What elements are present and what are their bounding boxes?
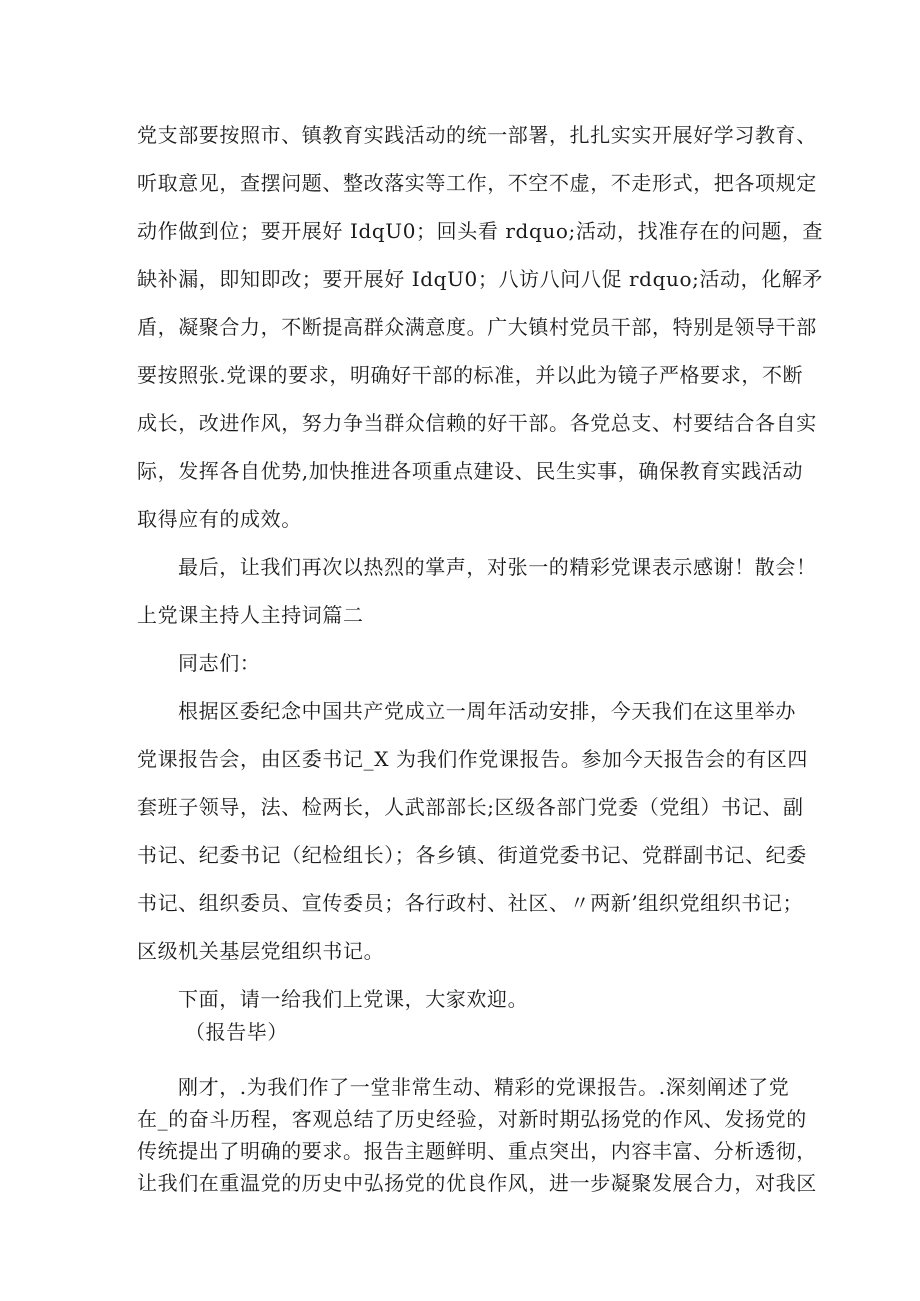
paragraph-line: 刚才，.为我们作了一堂非常生动、精彩的党课报告。.深刻阐述了党 (178, 1075, 790, 1099)
paragraph-line: 际，发挥各自优势,加快推进各项重点建设、民生实事，确保教育实践活动 (137, 459, 804, 483)
paragraph-line: 传统提出了明确的要求。报告主题鲜明、重点突出，内容丰富、分析透彻， (137, 1139, 817, 1163)
stage-note: （报告毕） (185, 1020, 288, 1044)
paragraph-line: 下面，请一给我们上党课，大家欢迎。 (178, 987, 529, 1011)
paragraph-line: 让我们在重温党的历史中弘扬党的优良作风，进一步凝聚发展合力，对我区 (137, 1171, 817, 1195)
paragraph-line: 在_的奋斗历程，客观总结了历史经验，对新时期弘扬党的作风、发扬党的 (137, 1107, 807, 1131)
paragraph-line: 听取意见，查摆问题、整改落实等工作，不空不虚，不走形式，把各项规定 (137, 171, 817, 195)
paragraph-line: 书记、纪委书记（纪检组长）；各乡镇、街道党委书记、党群副书记、纪委 (137, 843, 807, 867)
paragraph-line: 套班子领导，法、检两长，人武部部长;区级各部门党委（党组）书记、副 (137, 795, 804, 819)
paragraph-line: 取得应有的成效。 (137, 507, 302, 531)
paragraph-line: 要按照张.党课的要求，明确好干部的标准，并以此为镜子严格要求，不断 (137, 363, 804, 387)
paragraph-line: 区级机关基层党组织书记。 (137, 939, 385, 963)
paragraph-line: 根据区委纪念中国共产党成立一周年活动安排，今天我们在这里举办 (178, 699, 796, 723)
salutation: 同志们： (178, 651, 261, 675)
section-heading: 上党课主持人主持词篇二 (137, 603, 364, 627)
paragraph-line: 党支部要按照市、镇教育实践活动的统一部署，扎扎实实开展好学习教育、 (137, 123, 817, 147)
closing-remark: 最后，让我们再次以热烈的掌声，对张一的精彩党课表示感谢！散会！ (178, 555, 817, 579)
paragraph-line: 党课报告会，由区委书记_X 为我们作党课报告。参加今天报告会的有区四 (137, 747, 808, 771)
paragraph-line: 缺补漏，即知即改；要开展好 IdqU0；八访八问八促 rdquo;活动，化解矛 (137, 267, 824, 291)
paragraph-line: 动作做到位；要开展好 IdqU0；回头看 rdquo;活动，找准存在的问题，查 (137, 219, 824, 243)
paragraph-line: 书记、组织委员、宣传委员；各行政村、社区、〃两新’组织党组织书记； (137, 891, 804, 915)
paragraph-line: 成长，改进作风，努力争当群众信赖的好干部。各党总支、村要结合各自实 (137, 411, 817, 435)
paragraph-line: 盾，凝聚合力，不断提高群众满意度。广大镇村党员干部，特别是领导干部 (137, 315, 817, 339)
